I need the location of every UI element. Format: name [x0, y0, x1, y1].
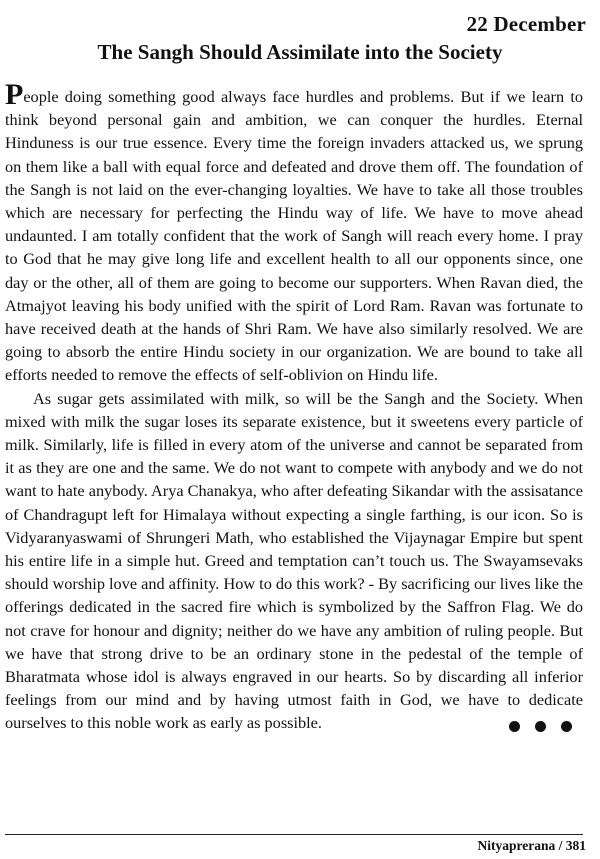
bullet-dot-icon	[535, 721, 546, 732]
bullet-dot-icon	[561, 721, 572, 732]
article-body	[5, 78, 583, 735]
page-date: 22 December	[466, 12, 586, 36]
paragraph-1	[5, 78, 583, 387]
bullet-dot-icon	[509, 721, 520, 732]
drop-cap: P	[5, 78, 24, 111]
paragraph-1-text: eople doing something good always face hurdles and problems. But if we learn to think beyond personal gain and ambition, we can conquer the hurdles. Eternal Hinduness is our true essence. Every time the foreign invaders attacked us, we sprung on them like a ball with equal force and defeated and drove them off. The foundation of the Sangh is not laid on the ever-changing loyalties. We have to take all those troubles which are necessary for perfecting the Hindu way of life. We have to move ahead undaunted. I am totally confident that the work of Sangh will reach every home. I pray to God that he may give long life and excellent health to all our opponents since, one day or the other, all of them are going to become our supporters. When Ravan died, the Atmajyot leaving his body unified with the spirit of Lord Ram. Ravan was fortunate to have received death at the hands of Shri Ram. We have also similarly resolved. We are going to absorb the entire Hindu society in our organization. We are bound to take all efforts needed to remove the effects of self-oblivion on Hindu life.	[5, 87, 583, 385]
footer-book-page: Nityaprerana / 381	[477, 838, 586, 853]
paragraph-2: As sugar gets assimilated with milk, so will be the Sangh and the Society. When mixed with milk the sugar loses its separate existence, but it sweetens every particle of milk. Similarly, life is filled in every atom of the universe and cannot be separated from it as they are one and the same. We do not want to compete with anybody and we do not want to hate anybody. Arya Chanakya, who after defeating Sikandar with the assisatance of Chandragupt left for Himalaya without expecting a single farthing, is our icon. So is Vidyaranyaswami of Shrungeri Math, who established the Vijaynagar Empire but spent his entire life in a simple hut. Greed and temptation can’t touch us. The Swayamsevaks should worship love and affinity. How to do this work? - By sacrificing our lives like the offerings dedicated in the sacred fire which is symbolized by the Saffron Flag. We do not crave for honour and dignity; neither do we have any ambition of ruling people. But we have that strong drive to be an ordinary stone in the pedestal of the temple of Bharatmata whose idol is always engraved in our hearts. So by discarding all inferior feelings from our mind and by having utmost faith in God, we have to dedicate ourselves to this noble work as early as possible.	[5, 388, 583, 733]
page-title: The Sangh Should Assimilate into the Society	[97, 40, 503, 64]
section-end-ornament	[509, 721, 572, 732]
footer-divider	[5, 834, 583, 835]
